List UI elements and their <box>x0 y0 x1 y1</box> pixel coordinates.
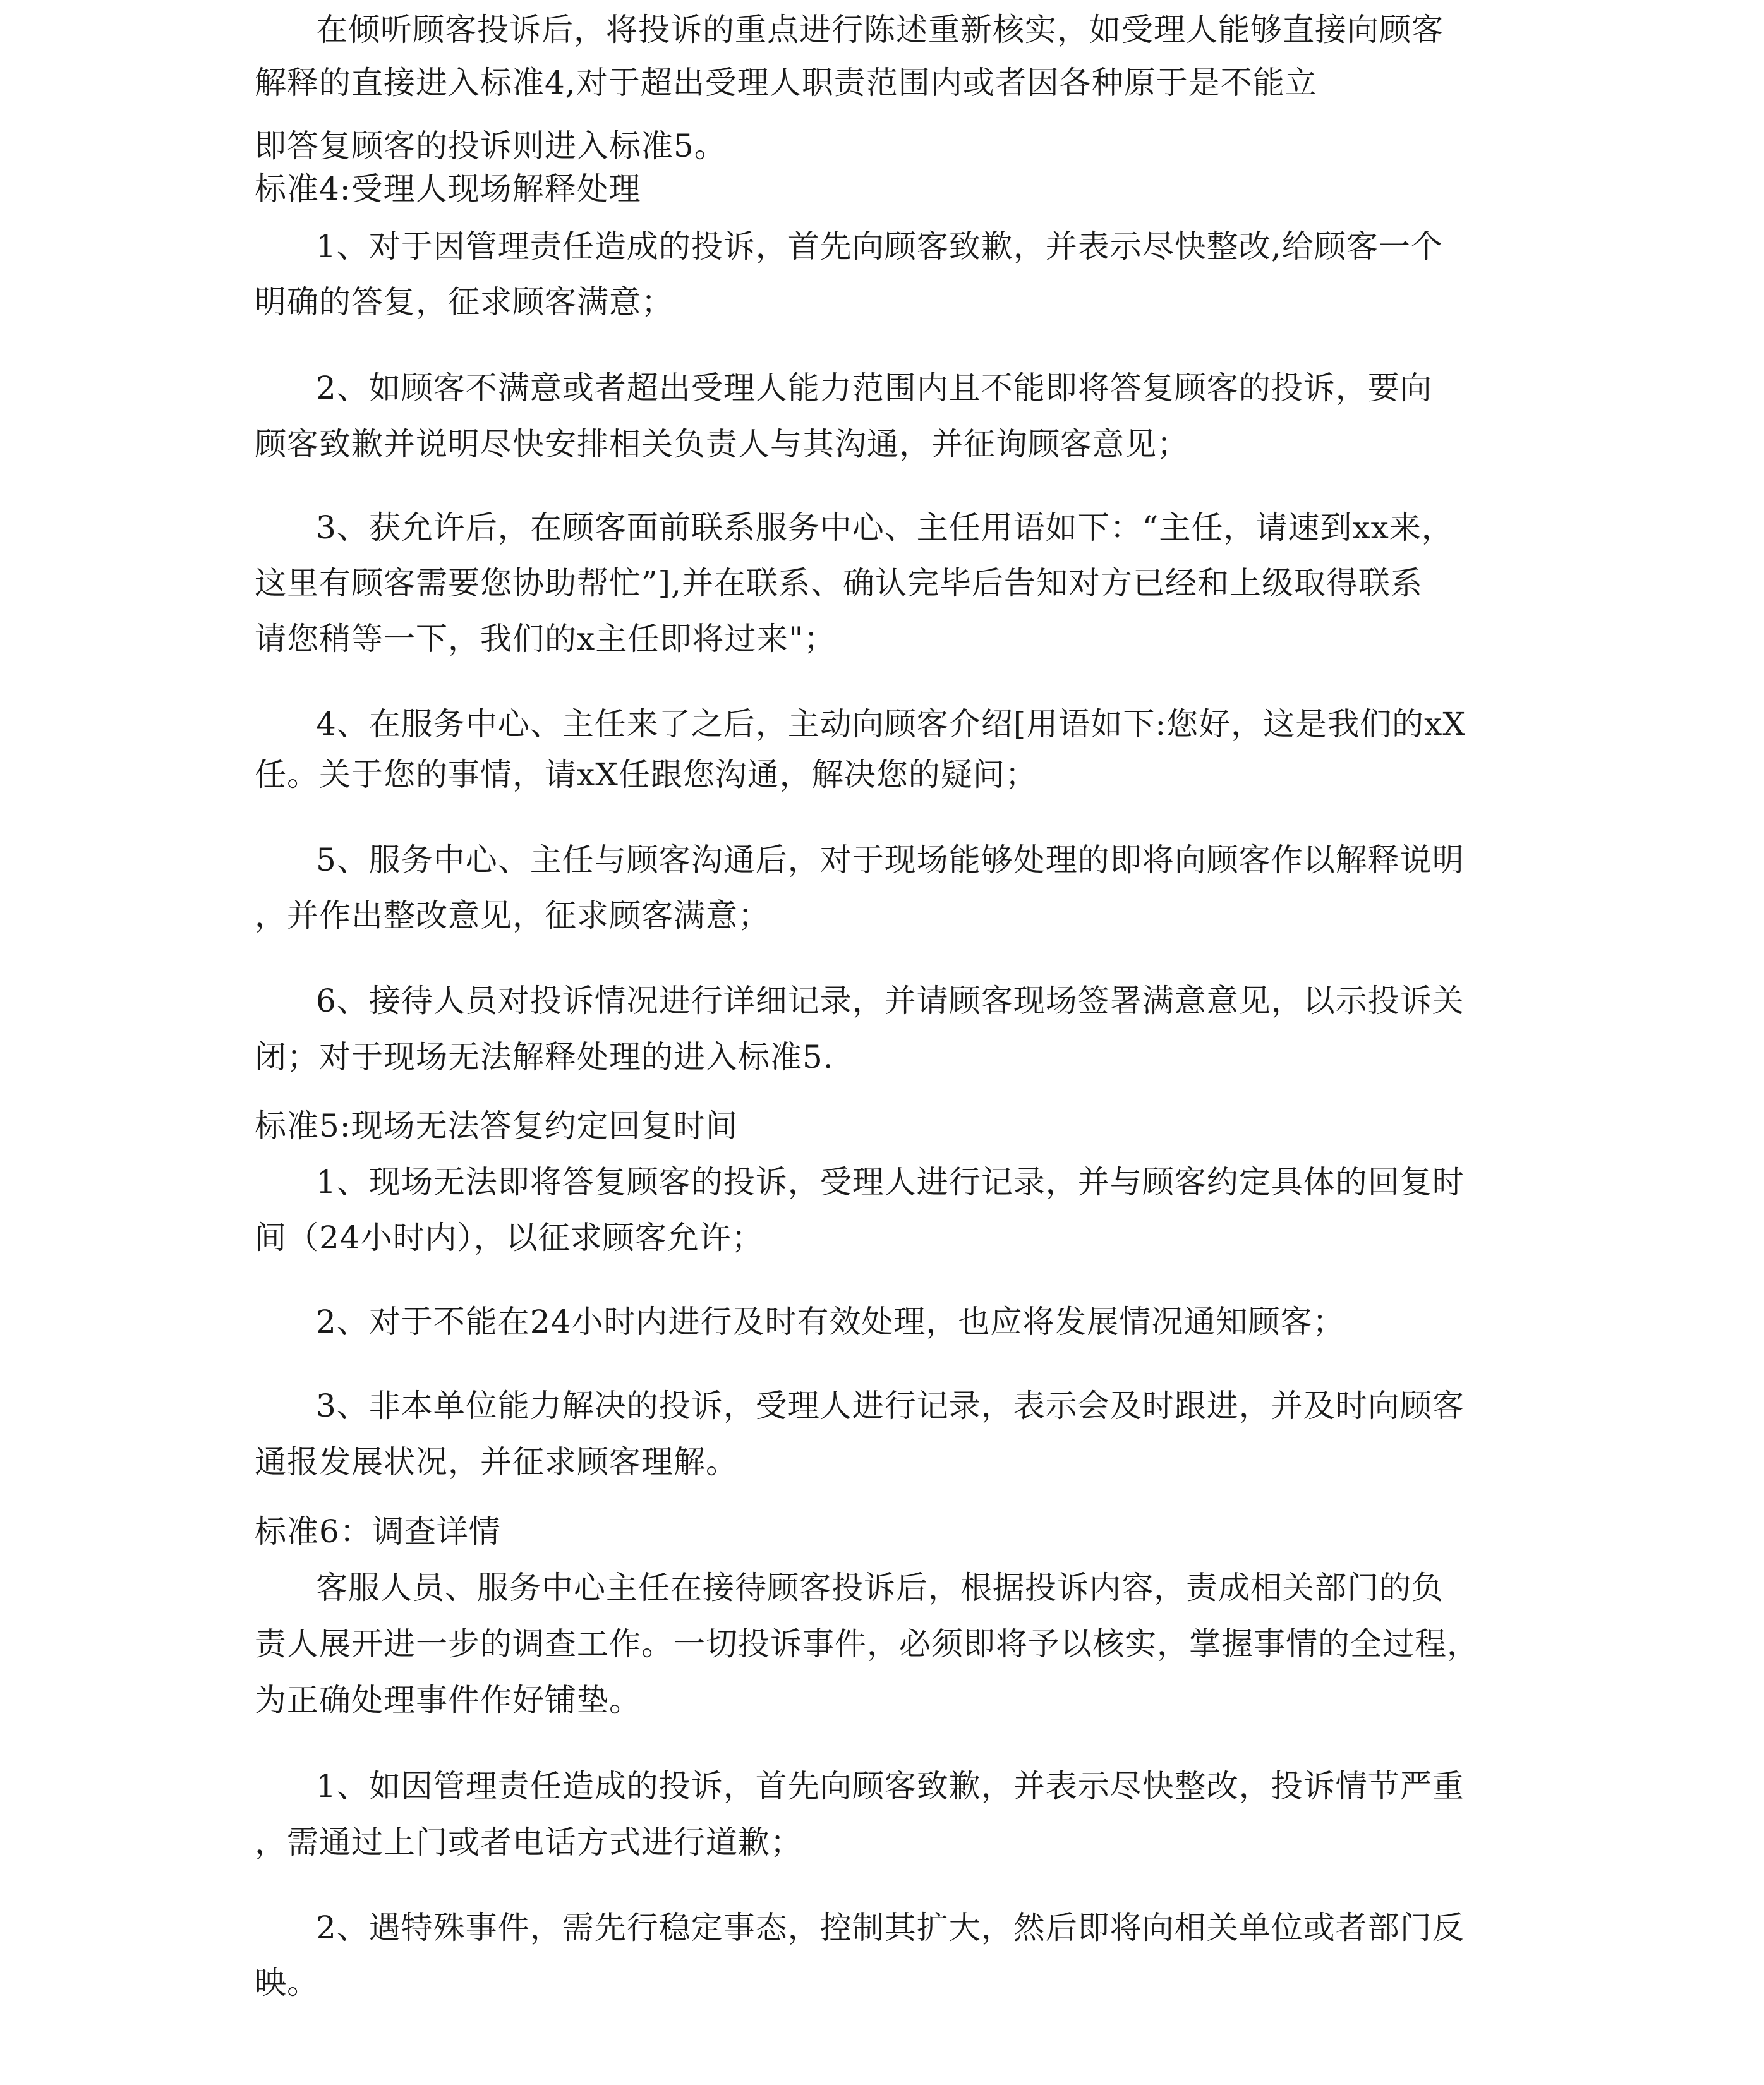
paragraph-line: 1、对于因管理责任造成的投诉，首先向顾客致歉，并表示尽快整改,给顾客一个 <box>316 228 1443 265</box>
paragraph-line: 4、在服务中心、主任来了之后，主动向顾客介绍[用语如下:您好，这是我们的xX <box>316 706 1466 742</box>
paragraph-line: 请您稍等一下，我们的x主任即将过来"； <box>255 620 837 657</box>
paragraph-line: 任。关于您的事情，请xX任跟您沟通，解决您的疑问； <box>255 756 1037 793</box>
paragraph-line: 解释的直接进入标准4,对于超出受理人职责范围内或者因各种原于是不能立 <box>255 64 1317 101</box>
paragraph-line: 间（24小时内），以征求顾客允许； <box>255 1219 764 1256</box>
paragraph-line: 责人展开进一步的调查工作。一切投诉事件，必须即将予以核实，掌握事情的全过程， <box>255 1626 1479 1662</box>
paragraph-line: ，需通过上门或者电话方式进行道歉； <box>255 1824 802 1861</box>
paragraph-line: 映。 <box>255 1964 319 2001</box>
paragraph-line: 通报发展状况，并征求顾客理解。 <box>255 1444 738 1480</box>
paragraph-line: 即答复顾客的投诉则进入标准5。 <box>255 128 727 164</box>
paragraph-line: 闭；对于现场无法解释处理的进入标准5. <box>255 1039 834 1075</box>
paragraph-line: ，并作出整改意见，征求顾客满意； <box>255 897 770 934</box>
paragraph-line: 在倾听顾客投诉后，将投诉的重点进行陈述重新核实，如受理人能够直接向顾客 <box>316 11 1444 48</box>
paragraph-line: 2、对于不能在24小时内进行及时有效处理，也应将发展情况通知顾客； <box>316 1303 1345 1340</box>
paragraph-line: 3、获允许后，在顾客面前联系服务中心、主任用语如下：“主任，请速到xx来， <box>316 509 1454 546</box>
paragraph-line: 这里有顾客需要您协助帮忙”],并在联系、确认完毕后告知对方已经和上级取得联系 <box>255 565 1423 601</box>
paragraph-line: 5、服务中心、主任与顾客沟通后，对于现场能够处理的即将向顾客作以解释说明 <box>316 842 1465 878</box>
paragraph-line: 明确的答复，征求顾客满意； <box>255 284 674 320</box>
paragraph-line: 顾客致歉并说明尽快安排相关负责人与其沟通，并征询顾客意见； <box>255 426 1189 462</box>
paragraph-line: 2、如顾客不满意或者超出受理人能力范围内且不能即将答复顾客的投诉，要向 <box>316 370 1432 406</box>
section-heading: 标准6：调查详情 <box>255 1513 501 1550</box>
paragraph-line: 1、如因管理责任造成的投诉，首先向顾客致歉，并表示尽快整改，投诉情节严重 <box>316 1768 1465 1804</box>
section-heading: 标准4:受理人现场解释处理 <box>255 171 641 207</box>
paragraph-line: 2、遇特殊事件，需先行稳定事态，控制其扩大，然后即将向相关单位或者部门反 <box>316 1909 1465 1946</box>
paragraph-line: 6、接待人员对投诉情况进行详细记录，并请顾客现场签署满意意见，以示投诉关 <box>316 982 1465 1019</box>
paragraph-line: 客服人员、服务中心主任在接待顾客投诉后，根据投诉内容，责成相关部门的负 <box>316 1569 1444 1606</box>
paragraph-line: 3、非本单位能力解决的投诉，受理人进行记录，表示会及时跟进，并及时向顾客 <box>316 1387 1465 1424</box>
paragraph-line: 为正确处理事件作好铺垫。 <box>255 1682 641 1719</box>
paragraph-line: 1、现场无法即将答复顾客的投诉，受理人进行记录，并与顾客约定具体的回复时 <box>316 1164 1465 1200</box>
section-heading: 标准5:现场无法答复约定回复时间 <box>255 1108 738 1144</box>
